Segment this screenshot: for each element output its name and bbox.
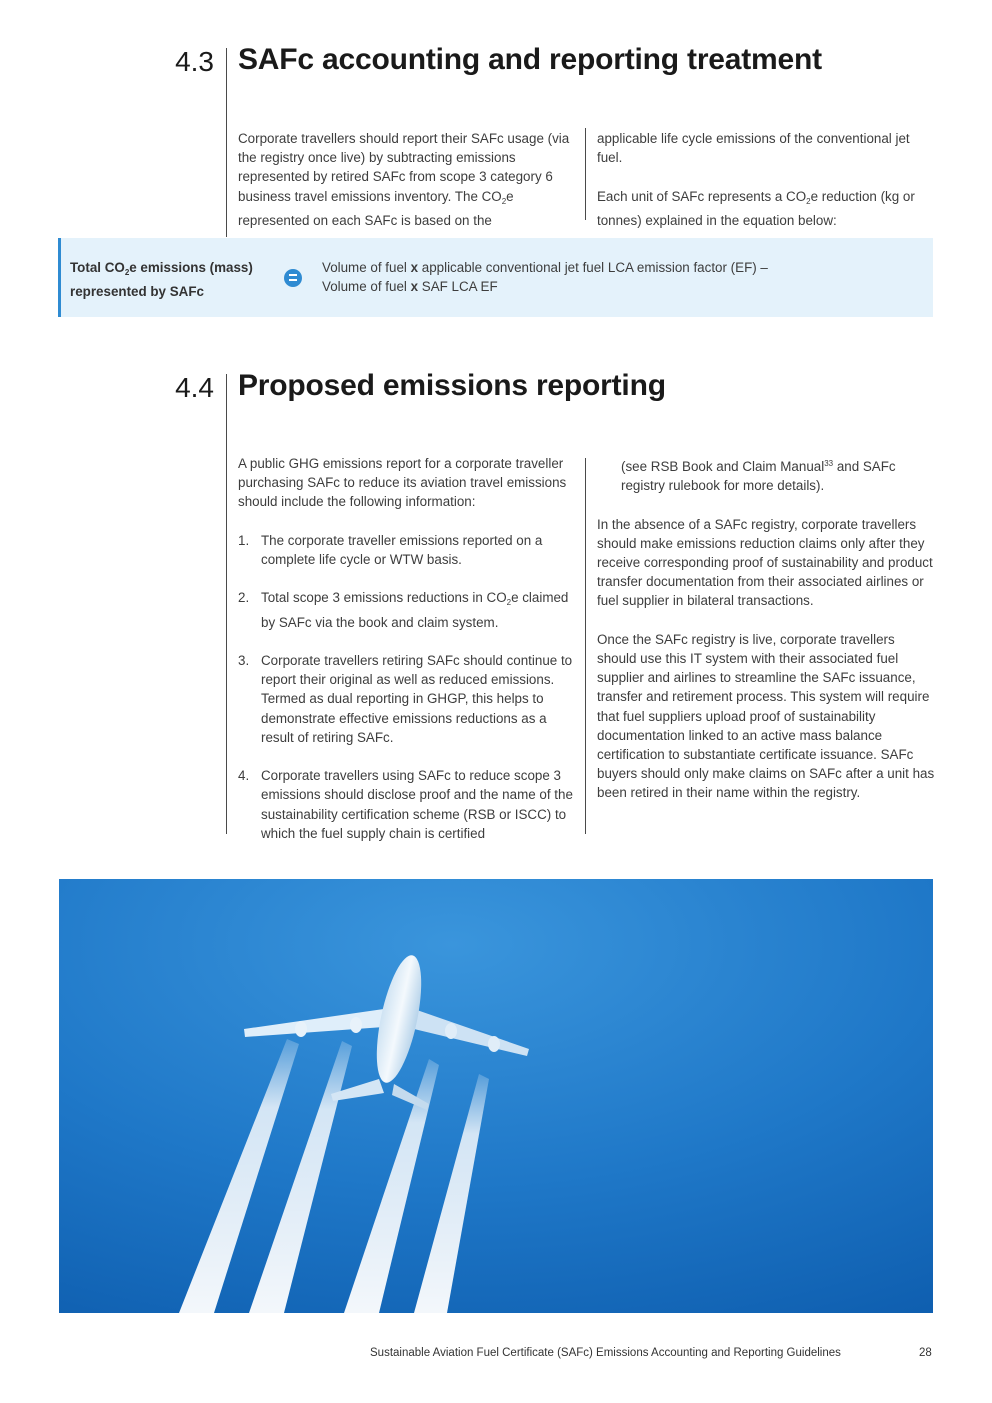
section-4-4-intro: A public GHG emissions report for a corporate traveller purchasing SAFc to reduce its aviation travel emissions should include the following information: [238,456,567,510]
section-divider-4-4 [226,374,227,834]
section-title-4-4: Proposed emissions reporting [238,369,666,402]
section-4-3-col2: applicable life cycle emissions of the conventional jet fuel. Each unit of SAFc represents a $CO_2e$ reduction (kg or tonnes) explained in the equation below: [597,131,915,228]
list-item: 3. Corporate travellers retiring SAFc should continue to report their original as well as reduced emissions. Termed as dual reporting in GHGP, this helps to demonstrate effective emissions reductions as a result of retiring SAFc. [238,652,573,745]
footer-doc-title: Sustainable Aviation Fuel Certificate (SAFc) Emissions Accounting and Reporting Guidelines [370,1347,841,1359]
section-title-4-3: SAFc accounting and reporting treatment [238,43,822,76]
column-divider-4-3 [585,128,586,220]
list-item: 4. Corporate travellers using SAFc to reduce scope 3 emissions should disclose proof and the name of the sustainability certification scheme (RSB or ISCC) to which the fuel supply chain is certified [238,768,573,841]
section-4-4-col1 [238,454,578,843]
section-4-4-col2: (see RSB Book and Claim Manual$^{33}$ and SAFc registry rulebook for more details). In the absence of a SAFc registry, corporate travellers should make emissions reduction claims only after they receive corresponding proof of sustainability and product transfer documentation from their associated airlines or fuel supplier in bilateral transactions. Once the SAFc registry is live, corporate travellers should use this IT system with their associated fuel supplier and airlines to streamline the SAFc issuance, transfer and retirement process. This system will require that fuel suppliers upload proof of sustainability documentation linked to an active mass balance certification to substantiate certificate issuance. SAFc buyers should only make claims on SAFc after a unit has been retired in their name within the registry. [597,459,935,801]
column-divider-4-4 [585,458,586,834]
page-number: 28 [919,1347,932,1359]
list-item: 1. The corporate traveller emissions reported on a complete life cycle or WTW basis. [238,532,543,567]
section-4-3-col1: Corporate travellers should report their SAFc usage (via the registry once live) by subtracting emissions represented by retired SAFc from scope 3 category 6 business travel emissions inventory. The $CO_2e$ represented on each SAFc is based on the [238,131,570,228]
list-item: 2. Total scope 3 emissions reductions in $CO_2e$ claimed by SAFc via the book and claim system. [238,590,569,630]
formula-box [58,238,933,317]
section-divider-4-3 [226,48,227,237]
formula-expression: Volume of fuel x applicable conventional jet fuel LCA emission factor (EF) – Volume of fuel x SAF LCA EF [322,260,768,295]
formula-label: Total $CO_2e$ emissions (mass) represented by SAFc [70,260,253,300]
section-number-4-3: 4.3 [175,46,214,77]
reporting-list [238,531,578,843]
section-number-4-4: 4.4 [175,372,214,403]
equals-icon [284,269,302,287]
airplane-contrails-image [59,879,933,1313]
airplane-photo [59,879,933,1313]
